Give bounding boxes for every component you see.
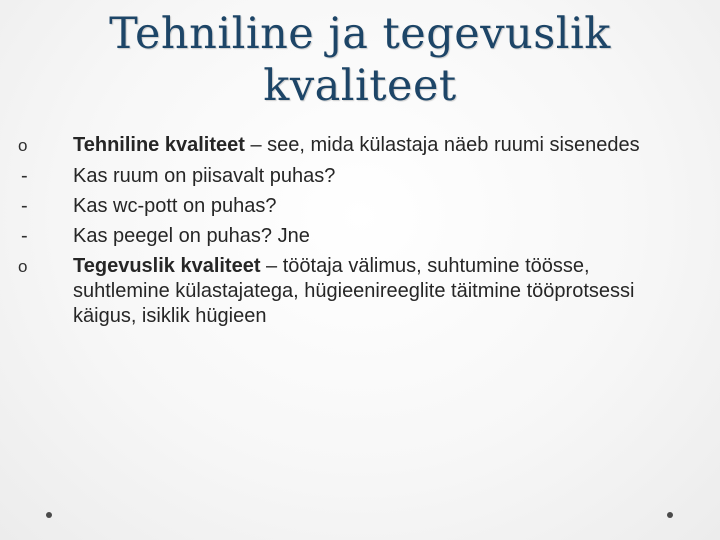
list-item-text: Kas peegel on puhas? Jne [73, 225, 310, 247]
dash-bullet-icon: - [21, 165, 28, 187]
circle-bullet-icon: o [18, 257, 28, 276]
list-item-text: – see, mida külastaja näeb ruumi sisenedes [244, 134, 640, 156]
slide-title-line-1: Tehniline ja tegevuslik [109, 9, 611, 59]
list-item-technical-quality [18, 133, 678, 158]
circle-bullet-icon: o [18, 136, 28, 155]
list-item-text: – töötaja välimus, suhtumine töösse, suhtlemine külastajatega, hügieenireeglite täitmine tööprotsessi käigus, isiklik hügieen [73, 255, 635, 327]
decorative-dot-icon [46, 512, 52, 518]
list-item-operational-quality [18, 254, 678, 329]
list-item-mirror-clean [18, 224, 678, 249]
slide-title-line-2: kvaliteet [263, 61, 457, 111]
list-item-heading: Tehniline kvaliteet [73, 134, 245, 156]
slide-content [18, 133, 678, 335]
list-item-room-clean [18, 164, 678, 189]
list-item-heading: Tegevuslik kvaliteet [73, 255, 261, 277]
dash-bullet-icon: - [21, 225, 28, 247]
list-item-toilet-clean [18, 194, 678, 219]
list-item-text: Kas ruum on piisavalt puhas? [73, 165, 336, 187]
dash-bullet-icon: - [21, 195, 28, 217]
slide-title [40, 8, 680, 112]
decorative-dot-icon [667, 512, 673, 518]
list-item-text: Kas wc-pott on puhas? [73, 195, 277, 217]
